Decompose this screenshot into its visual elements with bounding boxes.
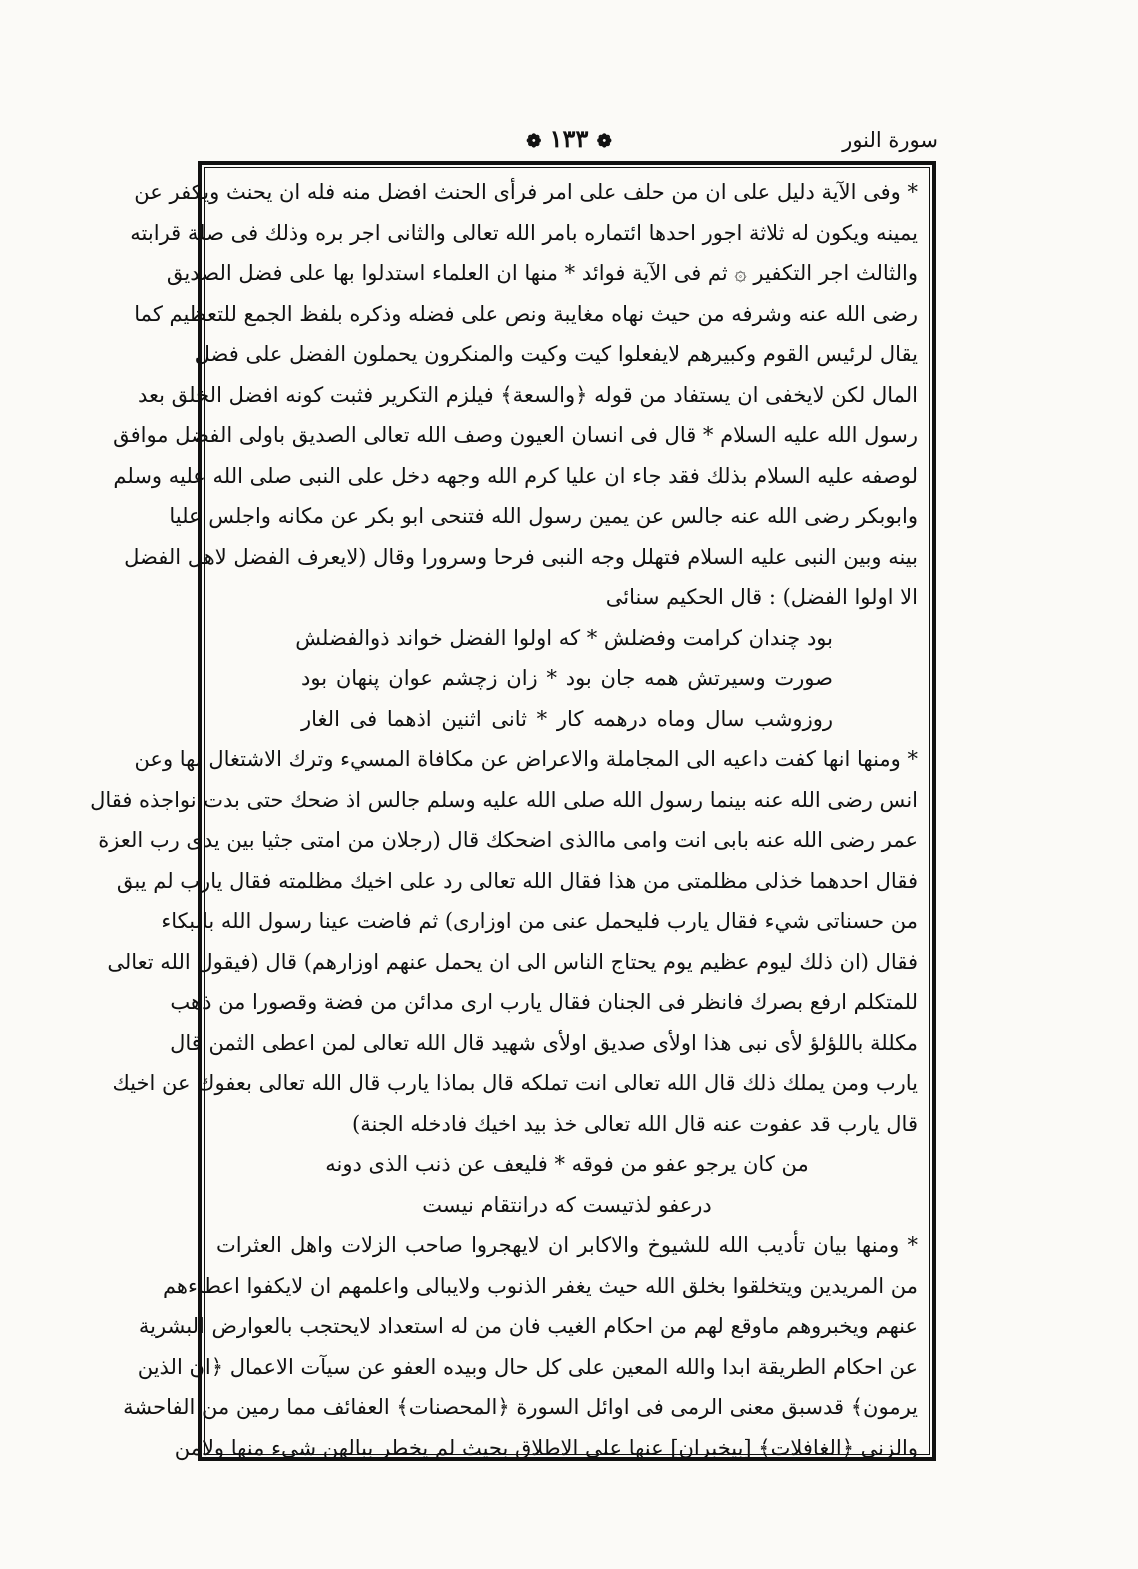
page-number: ١٣٣: [549, 124, 589, 153]
text-line: يقال لرئيس القوم وكبيرهم لايفعلوا كيت وكيت والمنكرون يحملون الفضل على فضل: [194, 342, 918, 366]
page-number-group: [526, 124, 612, 153]
text-line: وابوبكر رضى الله عنه جالس عن يمين رسول الله فتنحى ابو بكر عن مكانه واجلس عليا: [169, 504, 918, 528]
text-line: يارب ومن يملك ذلك قال الله تعالى انت تملكه قال بماذا يارب قال الله تعالى بعفوك عن اخيك: [112, 1071, 918, 1095]
text-line: يمينه ويكون له ثلاثة اجور احدها ائتماره بامر الله تعالى والثانى اجر بره وذلك فى صلة قرابته: [130, 220, 918, 245]
text-line: من المريدين ويتخلقوا بخلق الله حيث يغفر الذنوب ولايبالى واعلمهم ان لايكفوا اعطاءهم: [162, 1273, 918, 1298]
text-line: عمر رضى الله عنه بابى انت وامى ماالذى اضحكك قال (رجلان من امتى جثيا بين يدى رب العزة: [98, 828, 918, 852]
text-line: والزنى ﴿الغافلات﴾ [بيخبران] عنها على الاطلاق بحيث لم يخطر ببالهن شيء منها ولامن: [174, 1435, 918, 1460]
text-line: بينه وبين النبى عليه السلام فتهلل وجه النبى فرحا وسرورا وقال (لايعرف الفضل لاهل الفضل: [124, 544, 918, 569]
text-line: قال يارب قد عفوت عنه قال الله تعالى خذ بيد اخيك فادخله الجنة): [352, 1111, 918, 1136]
ornament-left-icon: ❁: [526, 131, 542, 152]
arabic-verse: من كان يرجو عفو من فوقه * فليعف عن ذنب الذى دونه: [325, 1152, 809, 1176]
text-line: مكللة باللؤلؤ لأى نبى هذا اولأى صديق اولأى شهيد قال الله تعالى لمن اعطى الثمن قال: [170, 1030, 918, 1055]
text-line: انس رضى الله عنه بينما رسول الله صلى الله عليه وسلم جالس اذ ضحك حتى بدت نواجذه فقال: [90, 787, 918, 812]
persian-half-verse: درعفو لذتيست كه درانتقام نيست: [422, 1192, 712, 1217]
text-line: فقال (ان ذلك ليوم عظيم يوم يحتاج الناس الى ان يحمل عنهم اوزارهم) قال (فيقول الله تعالى: [107, 949, 918, 974]
poem-verse: صورت وسيرتش همه جان بود * زان زچشم عوان پنهان بود: [301, 666, 833, 690]
text-line: فقال احدهما خذلى مظلمتى من هذا فقال الله تعالى رد على اخيك مظلمته فقال يارب لم يبق: [116, 868, 918, 893]
surah-name: سورة النور: [842, 128, 938, 152]
text-line: رضى الله عنه وشرفه من حيث نهاه مغايبة ونص على فضله وذكره بلفظ الجمع للتعظيم كما: [134, 301, 918, 326]
text-line: والثالث اجر التكفير ۞ ثم فى الآية فوائد * منها ان العلماء استدلوا بها على فضل الصديق: [166, 261, 918, 285]
text-line: للمتكلم ارفع بصرك فانظر فى الجنان فقال يارب ارى مدائن من فضة وقصورا من ذهب: [170, 990, 918, 1014]
text-line: * ومنها انها كفت داعيه الى المجاملة والاعراض عن مكافاة المسيء وترك الاشتغال بها وعن: [134, 747, 918, 771]
text-line: الا اولوا الفضل) : قال الحكيم سنائى: [605, 585, 918, 609]
ornament-right-icon: ❁: [596, 131, 612, 152]
text-line: * ومنها بيان تأديب الله للشيوخ والاكابر ان لايهجروا صاحب الزلات واهل العثرات: [216, 1233, 918, 1257]
text-line: يرمون﴾ قدسبق معنى الرمى فى اوائل السورة ﴿المحصنات﴾ العفائف مما رمين من الفاحشة: [123, 1395, 918, 1419]
text-line: عن احكام الطريقة ابدا والله المعين على كل حال وبيده العفو عن سيآت الاعمال ﴿ان الذين: [137, 1354, 918, 1379]
text-line: عنهم ويخبروهم ماوقع لهم من احكام الغيب فان من له استعداد لايحتجب بالعوارض البشرية: [138, 1314, 918, 1338]
text-line: * وفى الآية دليل على ان من حلف على امر فرأى الحنث افضل منه فله ان يحنث ويكفر عن: [134, 180, 918, 204]
page-header: [200, 122, 938, 156]
poem-verse: بود چندان كرامت وفضلش * كه اولوا الفضل خواند ذوالفضلش: [295, 625, 833, 650]
text-line: لوصفه عليه السلام بذلك فقد جاء ان عليا كرم الله وجهه دخل على النبى صلى الله عليه وسلم: [113, 463, 918, 488]
text-line: المال لكن لايخفى ان يستفاد من قوله ﴿والسعة﴾ فيلزم التكرير فثبت كونه افضل الخلق بعد: [137, 382, 918, 407]
text-line: من حسناتى شيء فقال يارب فليحمل عنى من اوزارى) ثم فاضت عينا رسول الله بالبكاء: [161, 909, 918, 933]
page-body: [90, 172, 918, 1468]
text-line: رسول الله عليه السلام * قال فى انسان العيون وصف الله تعالى الصديق باولى الفضل موافق: [113, 423, 918, 447]
poem-verse: روزوشب سال وماه درهمه كار * ثانى اثنين اذهما فى الغار: [301, 706, 833, 731]
